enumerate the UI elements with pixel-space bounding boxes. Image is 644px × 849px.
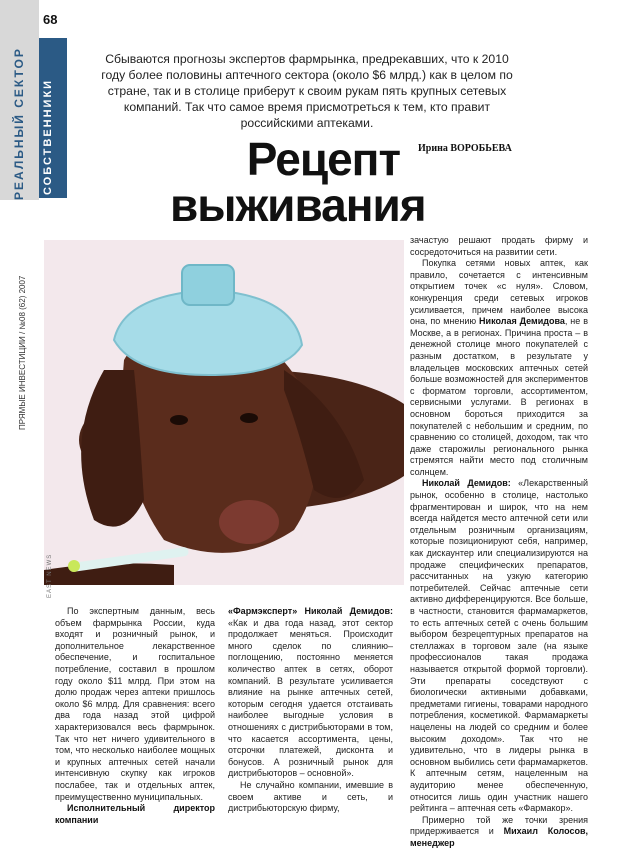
text-column-2 bbox=[228, 606, 393, 815]
col3-quote: «Лекарственный рынок, особенно в столице, настолько фрагментирован и широк, что на нем всегда найдется место аптечной сети или отдельным розничным организациям, которые позиционируют себя, например, как дискаунтер или специализируются на продаже специфических препаратов, рассчитанных на узкую категорию потребителей. Сейчас аптечные сети активно дифференцируются. Все больше, в частности, становится фармамаркетов, то есть аптечных сетей с очень большим выбором безрецептурных препаратов на стеллажах в торговом зале (на языке профессионалов такая продажа называется открытой формой торговли). Эти препараты соседствуют с биологически активными добавками, предметами гигиены, товарами народного потребления, косметикой. Фармамаркеты нацелены на людей со средним и более высоким доходом». Так что не удивительно, что в лидеры рынка в основном выбились сети фармамаркетов. К аптечным сетям, нацеленным на аудиторию менее обеспеченную, относится лишь один участник нашего рейтинга – аптечная сеть «Фармакор». bbox=[410, 478, 588, 814]
col3-text-a: Покупка сетями новых аптек, как правило, сочетается с интенсивным открытием точек «с нуля». Словом, конкуренция среди сетевых игроков усиливается, причем наиболее высока она, по мнению bbox=[410, 258, 588, 327]
col2-bold-text: «Фармэксперт» Николай Демидов: bbox=[228, 606, 393, 616]
col1-paragraph-1: По экспертным данным, весь объем фармрынка России, куда входят и розничный рынок, и дополнительное лекарственное обеспечение, и госпитальное потребление, составил в прошлом году около $11 млрд. При этом на долю продаж через аптеки пришлось около $6 млрд. Для сравнения: всего два года назад этой цифрой характеризовался весь фармрынок. Так что нет ничего удивительного в том, что несколько наиболее мощных и крупных аптечных сетей начали интенсивную скупку как игроков послабее, так и отдельных аптек, преимущественно муниципальных. bbox=[55, 606, 215, 802]
col3-bold-name: Николая Демидова bbox=[479, 316, 565, 327]
col2-paragraph-2: Не случайно компании, имевшие в своем активе и сеть, и дистрибьюторскую фирму, bbox=[228, 779, 393, 814]
dog-illustration bbox=[44, 240, 404, 585]
subsection-label: СОБСТВЕННИКИ bbox=[42, 78, 54, 195]
dog-photo bbox=[44, 240, 404, 585]
magazine-info: ПРЯМЫЕ ИНВЕСТИЦИИ / №08 (62) 2007 bbox=[18, 275, 27, 430]
article-title bbox=[170, 133, 426, 231]
title-line-2: выживания bbox=[170, 179, 426, 231]
text-column-1 bbox=[55, 606, 215, 826]
dog-eye-right bbox=[240, 413, 258, 423]
section-label: РЕАЛЬНЫЙ СЕКТОР bbox=[12, 47, 26, 200]
photo-credit: EAST NEWS bbox=[47, 553, 53, 598]
col3-bold-last: Михаил Колосов, менеджер bbox=[410, 826, 588, 848]
col3-bold-speaker: Николай Демидов: bbox=[422, 478, 511, 489]
col1-bold-text: Исполнительный директор компании bbox=[55, 803, 215, 825]
lead-paragraph: Сбываются прогнозы экспертов фармрынка, предрекавших, что к 2010 году более половины аптечного сектора (около $6 млрд.) как в целом по стране, так и в столице приберут к своим рукам пять крупных сетевых компаний. Так что самое время присмотреться к тем, кто правит российскими аптеками. bbox=[101, 52, 513, 130]
col2-text: «Как и два года назад, этот сектор продолжает меняться. Происходит много сделок по слиянию–поглощению, постоянно меняется количество аптек в сетях, оборот компаний. В результате усиливается влияние на рынке аптечных сетей, которым сегодня удается отстаивать наиболее выгодные условия в отношениях с дистрибьюторами в том, что касается ассортимента, цены, отсрочки платежей, дисконта и бонусов. А розничный рынок для дистрибьюторов – основной». bbox=[228, 617, 393, 779]
col3-text-c: Примерно той же точки зрения придерживается и bbox=[410, 814, 588, 837]
thermometer-tip bbox=[68, 560, 80, 572]
author-name: Ирина ВОРОБЬЕВА bbox=[418, 143, 512, 154]
page-number: 68 bbox=[43, 12, 58, 27]
col3-paragraph-3 bbox=[410, 478, 588, 814]
col3-paragraph-1: зачастую решают продать фирму и сосредоточиться на развитии сети. bbox=[410, 235, 588, 257]
col2-paragraph-1 bbox=[228, 606, 393, 780]
col3-text-b: , не в Москве, а в регионах. Причина проста – в денежной столице много покупателей с разным достатком, в результате у владельцев московских аптечных сетей больше возможностей для экспериментов с форматом торговли, ассортиментом, сервисными услугами. В регионах в основном бороться приходится за покупателей с небольшим и средним, по сравнению со столицей, доходом, так что даже старожилы регионального рынка стремятся найти место под столичным солнцем. bbox=[410, 316, 588, 477]
title-line-1: Рецепт bbox=[246, 133, 400, 185]
ice-bag-cap bbox=[182, 265, 234, 305]
dog-nose bbox=[219, 500, 279, 544]
col3-paragraph-2 bbox=[410, 258, 588, 478]
col1-paragraph-2 bbox=[55, 803, 215, 826]
dog-eye-left bbox=[170, 415, 188, 425]
text-column-3 bbox=[410, 235, 588, 849]
